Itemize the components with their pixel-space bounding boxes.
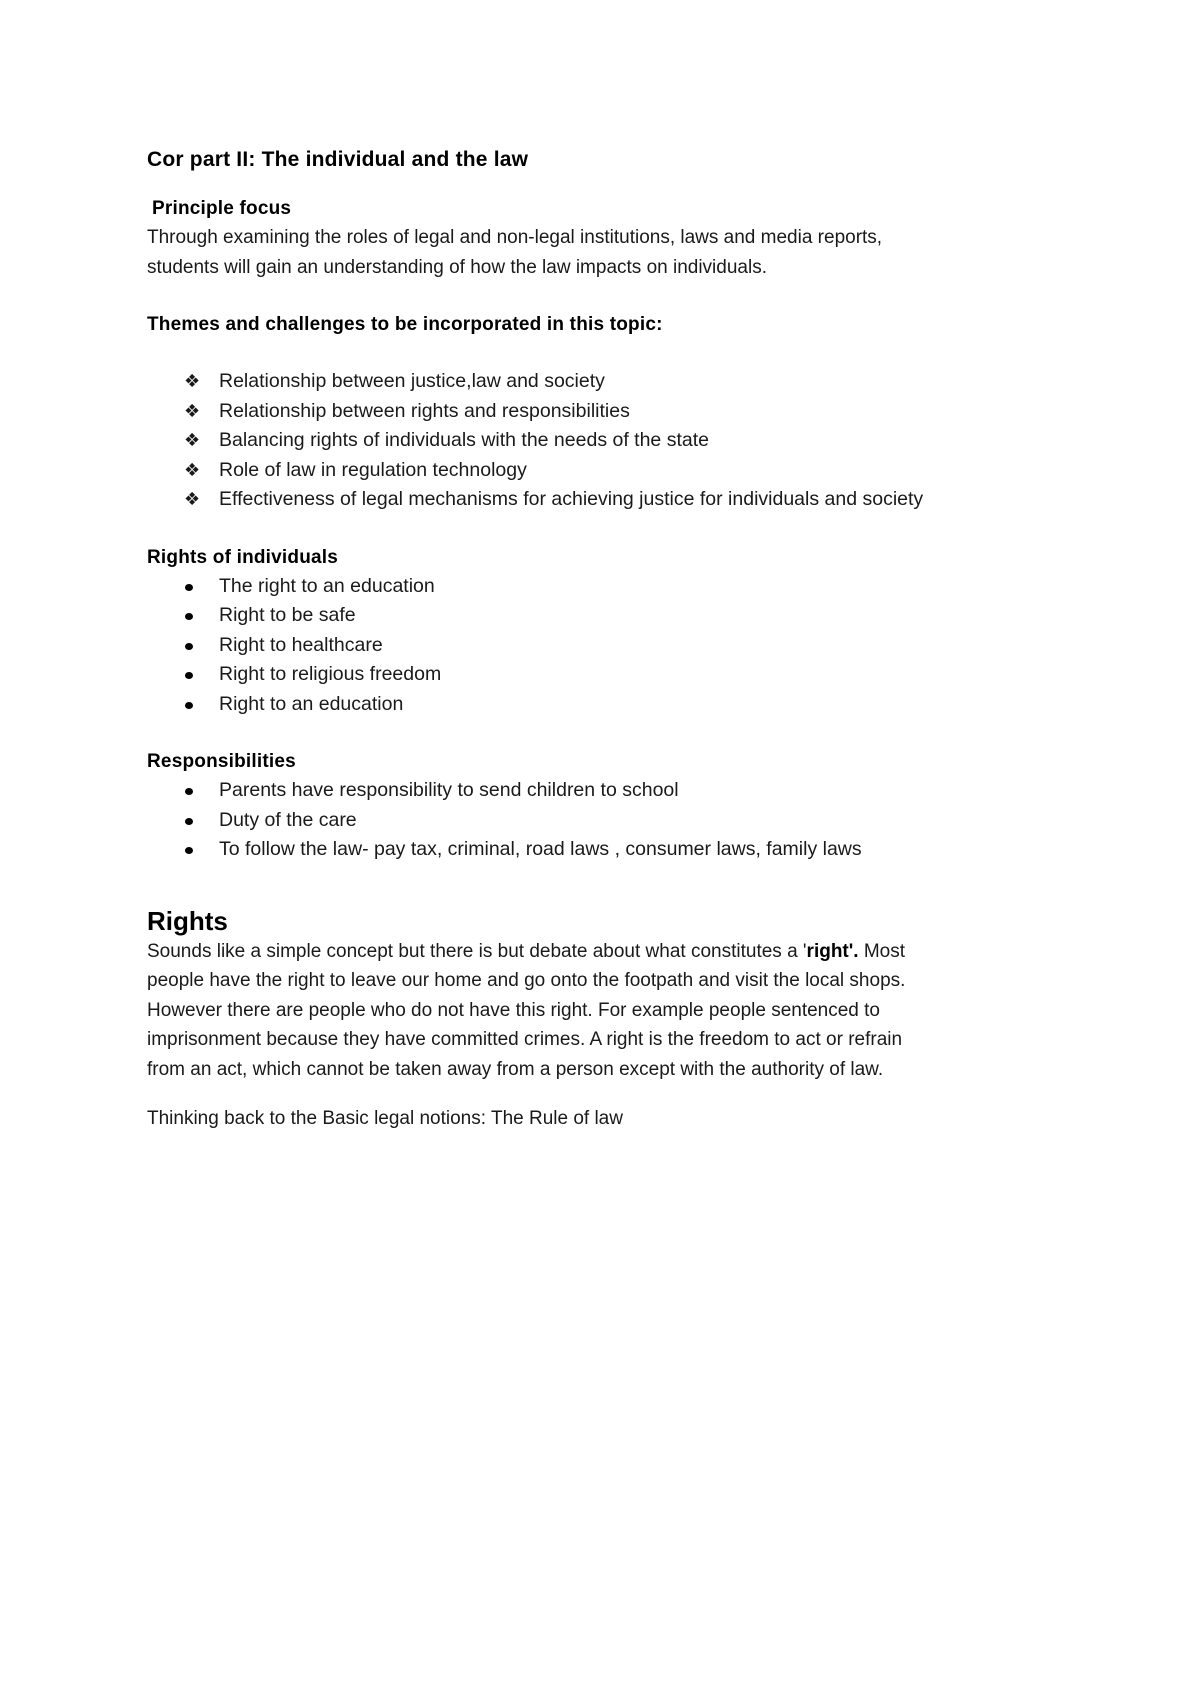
- list-item: [147, 456, 1087, 486]
- disc-bullet-icon: [185, 818, 193, 825]
- diamond-bullet-icon: ❖: [184, 430, 201, 451]
- rights-of-individuals-list: [147, 572, 1087, 720]
- themes-heading: Themes and challenges to be incorporated in this topic:: [147, 314, 663, 335]
- closing-line: Thinking back to the Basic legal notions: The Rule of law: [147, 1108, 623, 1129]
- list-item: [147, 397, 1087, 427]
- list-item-text: Right to healthcare: [219, 633, 383, 656]
- rights-paragraph-line-1: [147, 937, 1087, 967]
- rights-of-individuals-heading: Rights of individuals: [147, 546, 339, 568]
- disc-bullet-icon: [185, 613, 193, 620]
- rights-section-heading: Rights: [147, 905, 228, 936]
- themes-list: [147, 367, 1087, 515]
- principle-focus-line-2: students will gain an understanding of how the law impacts on individuals.: [147, 256, 767, 278]
- rights-line-1-bold: right'.: [806, 940, 859, 962]
- spacer: [147, 282, 1087, 310]
- list-item-text: Effectiveness of legal mechanisms for achieving justice for individuals and society: [219, 488, 924, 510]
- spacer: [147, 339, 1087, 367]
- list-item-text: Parents have responsibility to send children to school: [219, 779, 679, 801]
- list-item: [147, 690, 1087, 720]
- spacer: [147, 865, 1087, 905]
- spacer: [147, 719, 1087, 747]
- list-item: [147, 572, 1087, 602]
- list-item-text: Duty of the care: [219, 808, 357, 831]
- document-page: [147, 146, 1087, 1134]
- list-item: [147, 601, 1087, 631]
- disc-bullet-icon: [185, 702, 193, 709]
- document-title: Cor part II: The individual and the law: [147, 148, 529, 171]
- list-item: [147, 631, 1087, 661]
- list-item: [147, 776, 1087, 806]
- list-item-text: To follow the law- pay tax, criminal, road laws , consumer laws, family laws: [219, 838, 862, 860]
- rights-paragraph-line-4: imprisonment because they have committed crimes. A right is the freedom to act or refrain: [147, 1029, 903, 1050]
- diamond-bullet-icon: ❖: [184, 489, 201, 510]
- list-item-text: Balancing rights of individuals with the needs of the state: [219, 429, 709, 451]
- responsibilities-list: [147, 776, 1087, 865]
- list-item: [147, 660, 1087, 690]
- list-item-text: The right to an education: [219, 574, 435, 597]
- diamond-bullet-icon: ❖: [184, 371, 201, 392]
- responsibilities-heading: Responsibilities: [147, 751, 296, 772]
- list-item: [147, 367, 1087, 397]
- disc-bullet-icon: [185, 584, 193, 591]
- disc-bullet-icon: [185, 643, 193, 650]
- diamond-bullet-icon: ❖: [184, 459, 201, 481]
- principle-focus-line-1: Through examining the roles of legal and non-legal institutions, laws and media reports,: [147, 227, 883, 248]
- diamond-bullet-icon: ❖: [184, 400, 201, 422]
- rights-paragraph-line-3: However there are people who do not have this right. For example people sentenced to: [147, 999, 881, 1021]
- spacer: [147, 1084, 1087, 1104]
- list-item-text: Role of law in regulation technology: [219, 458, 527, 481]
- list-item: [147, 426, 1087, 456]
- disc-bullet-icon: [185, 672, 193, 679]
- principle-focus-heading: Principle focus: [152, 198, 292, 219]
- list-item-text: Relationship between justice,law and society: [219, 370, 605, 392]
- list-item-text: Relationship between rights and responsibilities: [219, 399, 630, 422]
- list-item-text: Right to an education: [219, 692, 404, 715]
- disc-bullet-icon: [185, 788, 193, 795]
- list-item-text: Right to religious freedom: [219, 663, 442, 685]
- list-item-text: Right to be safe: [219, 604, 356, 626]
- spacer: [147, 174, 1087, 194]
- rights-paragraph-line-2: people have the right to leave our home and go onto the footpath and visit the local shops.: [147, 970, 906, 991]
- rights-line-1-start: Sounds like a simple concept but there is but debate about what constitutes a ': [147, 940, 807, 962]
- rights-line-1-end: Most: [858, 940, 906, 962]
- disc-bullet-icon: [185, 847, 193, 854]
- spacer: [147, 515, 1087, 543]
- list-item: [147, 485, 1087, 515]
- list-item: [147, 806, 1087, 836]
- rights-paragraph-line-5: from an act, which cannot be taken away from a person except with the authority of law.: [147, 1058, 884, 1080]
- list-item: [147, 835, 1087, 865]
